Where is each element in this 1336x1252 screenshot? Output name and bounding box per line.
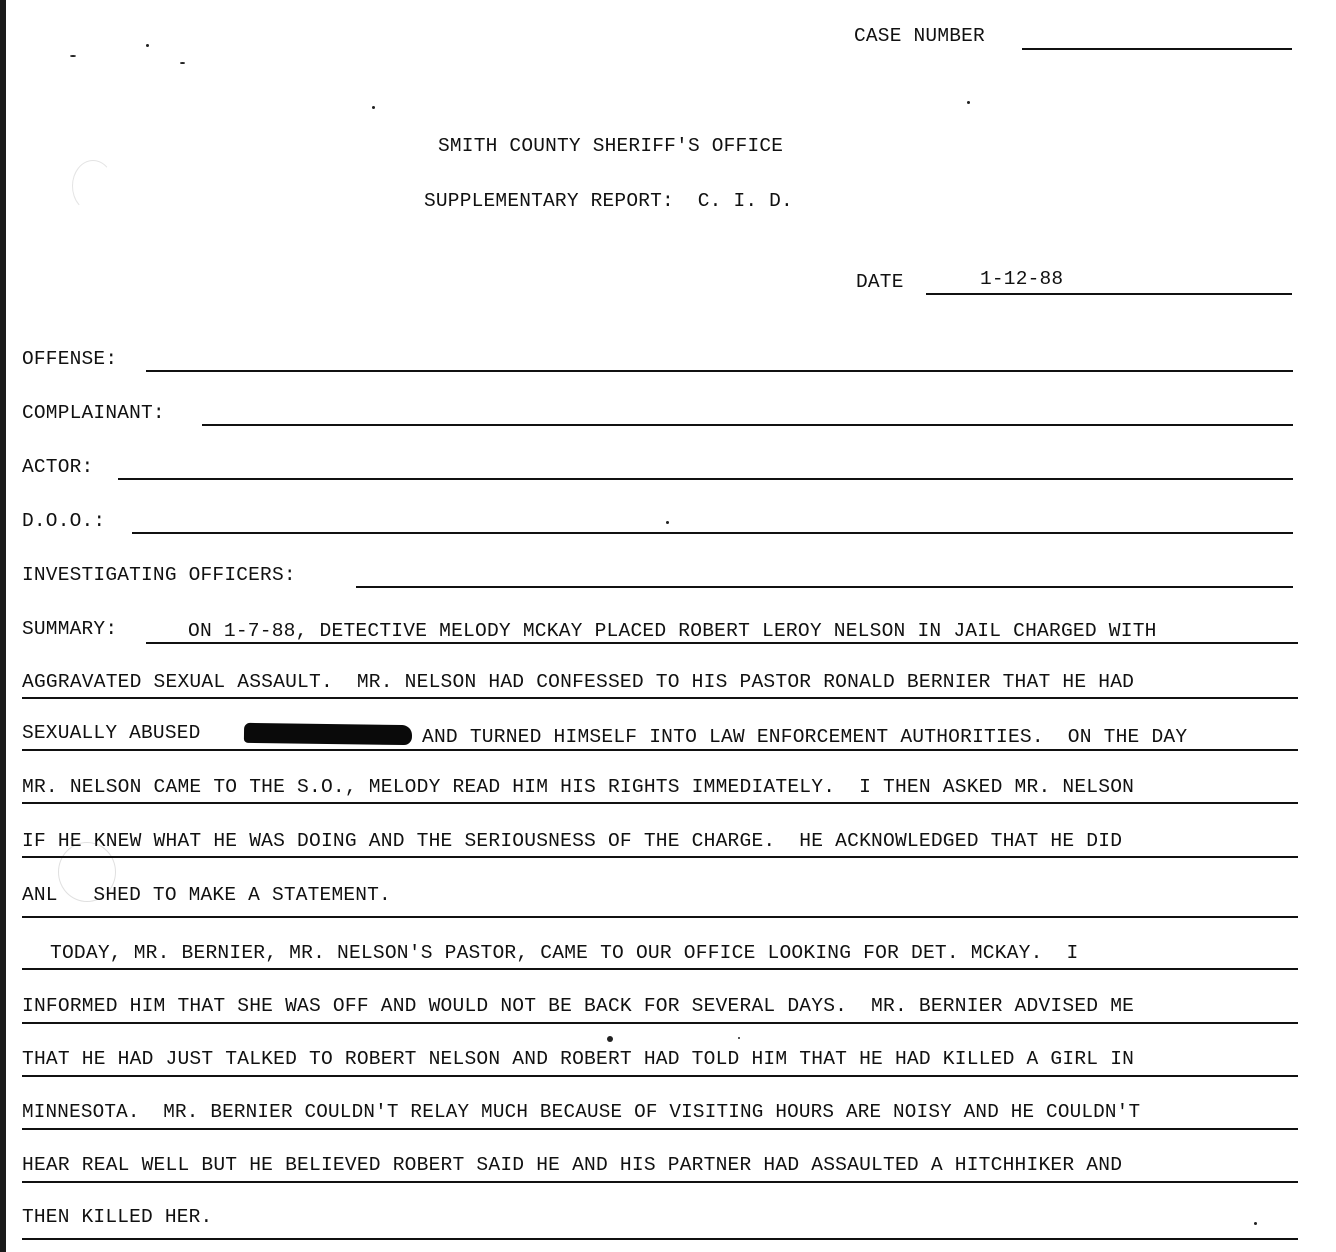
summary-line: SEXUALLY ABUSED [22,722,201,744]
summary-line: ON 1-7-88, DETECTIVE MELODY MCKAY PLACED ROBERT LEROY NELSON IN JAIL CHARGED WITH [188,620,1157,642]
copy-speck [666,521,669,524]
summary-line: ANL SHED TO MAKE A STATEMENT. [22,884,391,906]
investigating-officers-label: INVESTIGATING OFFICERS: [22,564,296,586]
investigating-officers-line [356,586,1293,588]
punch-hole-mark [72,160,114,212]
complainant-line [202,424,1293,426]
summary-label: SUMMARY: [22,618,118,640]
redacted-name-block [244,723,412,745]
page-left-border [0,0,6,1252]
summary-rule [146,642,1298,644]
actor-line [118,478,1293,480]
doo-line [132,532,1293,534]
summary-rule [22,749,1298,751]
copy-speck [607,1036,613,1042]
date-value: 1-12-88 [980,268,1064,290]
summary-line: AND TURNED HIMSELF INTO LAW ENFORCEMENT AUTHORITIES. ON THE DAY [422,726,1188,748]
summary-rule [22,1238,1298,1240]
summary-rule [22,1128,1298,1130]
copy-speck [180,62,185,64]
complainant-label: COMPLAINANT: [22,402,165,424]
summary-rule [22,1075,1298,1077]
summary-rule [22,1181,1298,1183]
copy-speck [967,101,970,104]
summary-rule [22,1022,1298,1024]
summary-line: THAT HE HAD JUST TALKED TO ROBERT NELSON AND ROBERT HAD TOLD HIM THAT HE HAD KILLED A GIRL IN [22,1048,1135,1070]
copy-speck [372,106,375,109]
offense-label: OFFENSE: [22,348,118,370]
summary-line: INFORMED HIM THAT SHE WAS OFF AND WOULD NOT BE BACK FOR SEVERAL DAYS. MR. BERNIER ADVISED ME [22,995,1135,1017]
doo-label: D.O.O.: [22,510,106,532]
summary-rule [22,968,1298,970]
offense-line [146,370,1293,372]
date-label: DATE [856,271,904,293]
actor-label: ACTOR: [22,456,94,478]
agency-title: SMITH COUNTY SHERIFF'S OFFICE [438,135,784,157]
report-type-title: SUPPLEMENTARY REPORT: C. I. D. [424,190,793,212]
copy-speck [146,44,149,47]
summary-line: TODAY, MR. BERNIER, MR. NELSON'S PASTOR, CAME TO OUR OFFICE LOOKING FOR DET. MCKAY. I [50,942,1079,964]
copy-speck [1254,1222,1257,1225]
summary-rule [22,916,1298,918]
summary-rule [22,802,1298,804]
summary-line: HEAR REAL WELL BUT HE BELIEVED ROBERT SAID HE AND HIS PARTNER HAD ASSAULTED A HITCHHIKER AND [22,1154,1123,1176]
copy-speck [70,55,76,57]
summary-line: MR. NELSON CAME TO THE S.O., MELODY READ HIM HIS RIGHTS IMMEDIATELY. I THEN ASKED MR. NELSON [22,776,1135,798]
summary-rule [22,856,1298,858]
summary-rule [22,697,1298,699]
date-line [926,293,1292,295]
summary-line: IF HE KNEW WHAT HE WAS DOING AND THE SERIOUSNESS OF THE CHARGE. HE ACKNOWLEDGED THAT HE DID [22,830,1123,852]
summary-line: THEN KILLED HER. [22,1206,213,1228]
copy-speck [738,1037,740,1039]
case-number-label: CASE NUMBER [854,25,985,47]
summary-line: AGGRAVATED SEXUAL ASSAULT. MR. NELSON HAD CONFESSED TO HIS PASTOR RONALD BERNIER THAT HE HAD [22,671,1135,693]
case-number-line [1022,48,1292,50]
summary-line: MINNESOTA. MR. BERNIER COULDN'T RELAY MUCH BECAUSE OF VISITING HOURS ARE NOISY AND HE COULDN'T [22,1101,1141,1123]
